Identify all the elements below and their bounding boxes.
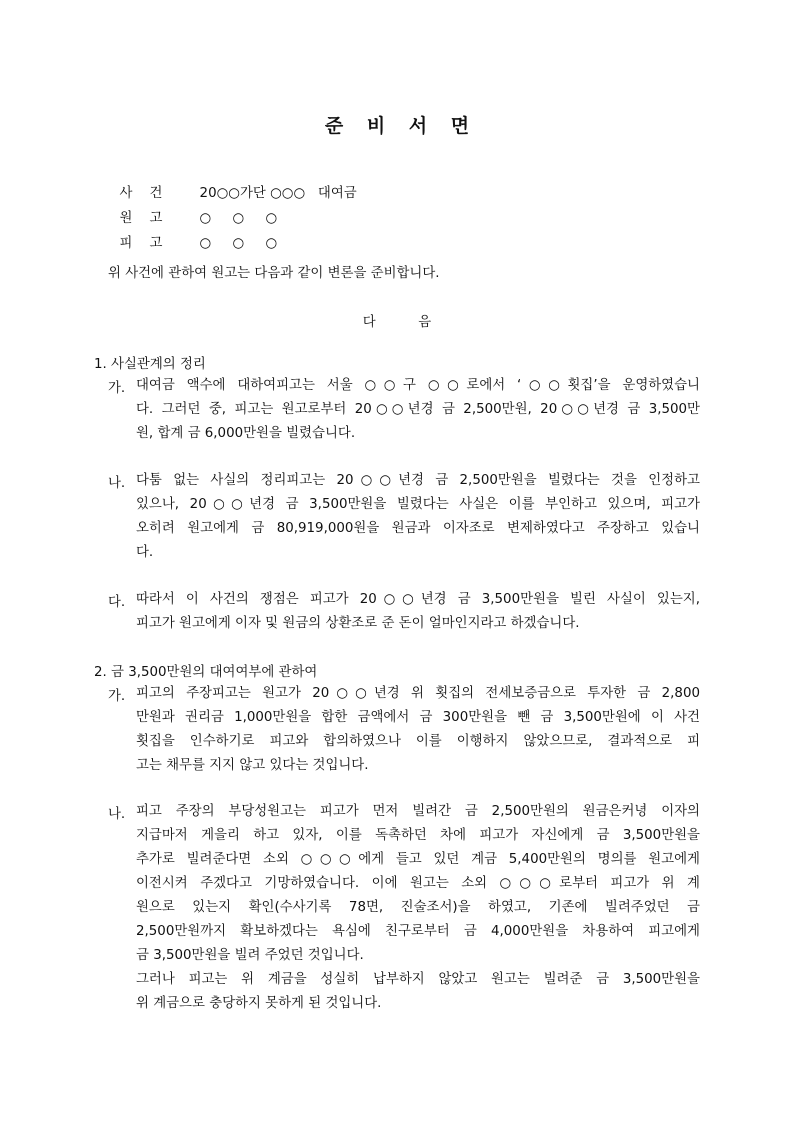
text-line: 오히려 원고에게 금 80,919,000원을 원금과 이자조로 변제하였다고 주장하고 있습니: [136, 521, 700, 536]
text-line: 따라서 이 사건의 쟁점은 피고가 20○○년경 금 3,500만원을 빌린 사실이 있는지,: [136, 592, 700, 607]
text-line: 다.: [136, 545, 154, 560]
text-line: 다. 그러던 중, 피고는 원고로부터 20○○년경 금 2,500만원, 20○○년경 금 3,500만: [136, 402, 700, 417]
defendant-value: ○ ○ ○: [199, 236, 278, 251]
text-line: 추가로 빌려준다면 소외 ○○○에게 들고 있던 계금 5,400만원의 명의를 원고에게: [136, 852, 700, 867]
section-title: 2. 금 3,500만원의 대여여부에 관하여: [94, 665, 318, 680]
text-line: 원, 합계 금 6,000만원을 빌렸습니다.: [136, 426, 356, 441]
text-line: 대여금 액수에 대하여피고는 서울 ○○구 ○○로에서 ‘○○횟집’을 운영하였습니: [136, 378, 700, 393]
text-line: 횟집을 인수하기로 피고와 합의하였으나 이를 이행하지 않았으므로, 결과적으로 피: [136, 734, 700, 749]
section-item: [108, 591, 700, 639]
defendant-label: 피 고: [119, 236, 163, 251]
case-label: 사 건: [119, 186, 163, 201]
section-item: [108, 803, 700, 1019]
da-eum-heading: 다 음: [362, 315, 432, 330]
text-line: 다툼 없는 사실의 정리피고는 20○○년경 금 2,500만원을 빌렸다는 것을 인정하고: [136, 473, 700, 488]
section-item: [108, 377, 700, 449]
item-marker: 다.: [108, 595, 126, 610]
case-info: [94, 167, 357, 251]
document-title: 준 비 서 면: [324, 115, 470, 137]
text-line: 이전시켜 주겠다고 기망하였습니다. 이에 원고는 소외 ○○○로부터 피고가 위 계: [136, 876, 700, 891]
text-line: 그러나 피고는 위 계금을 성실히 납부하지 않았고 원고는 빌려준 금 3,500만원을: [136, 972, 700, 987]
text-line: 2,500만원까지 확보하겠다는 욕심에 친구로부터 금 4,000만원을 차용하여 피고에게: [136, 924, 700, 939]
case-info-row: [94, 167, 357, 201]
text-line: 위 계금으로 충당하지 못하게 된 것입니다.: [136, 996, 382, 1011]
text-line: 원으로 있는지 확인(수사기록 78면, 진술조서)을 하였고, 기존에 빌려주었던 금: [136, 900, 700, 915]
text-line: 금 3,500만원을 빌려 주었던 것입니다.: [136, 948, 364, 963]
item-marker: 가.: [108, 381, 126, 396]
section-item: [108, 685, 700, 781]
case-value: 20○○가단 ○○○ 대여금: [199, 186, 357, 201]
text-line: 피고가 원고에게 이자 및 원금의 상환조로 준 돈이 얼마인지라고 하겠습니다.: [136, 616, 580, 631]
section-title: 1. 사실관계의 정리: [94, 357, 206, 372]
item-marker: 나.: [108, 476, 126, 491]
text-line: 고는 채무를 지지 않고 있다는 것입니다.: [136, 758, 369, 773]
text-line: 만원과 권리금 1,000만원을 합한 금액에서 금 300만원을 뺀 금 3,500만원에 이 사건: [136, 710, 700, 725]
plaintiff-label: 원 고: [119, 211, 163, 226]
intro-paragraph: 위 사건에 관하여 원고는 다음과 같이 변론을 준비합니다.: [108, 266, 440, 281]
text-line: 있으나, 20○○년경 금 3,500만원을 빌렸다는 사실은 이를 부인하고 있으며, 피고가: [136, 497, 700, 512]
item-marker: 가.: [108, 689, 126, 704]
plaintiff-value: ○ ○ ○: [199, 211, 278, 226]
text-line: 피고의 주장피고는 원고가 20○○년경 위 횟집의 전세보증금으로 투자한 금 2,800: [136, 686, 700, 701]
section-item: [108, 472, 700, 568]
item-marker: 나.: [108, 807, 126, 822]
text-line: 피고 주장의 부당성원고는 피고가 먼저 빌려간 금 2,500만원의 원금은커녕 이자의: [136, 804, 700, 819]
text-line: 지급마저 게을리 하고 있자, 이를 독촉하던 차에 피고가 자신에게 금 3,500만원을: [136, 828, 700, 843]
